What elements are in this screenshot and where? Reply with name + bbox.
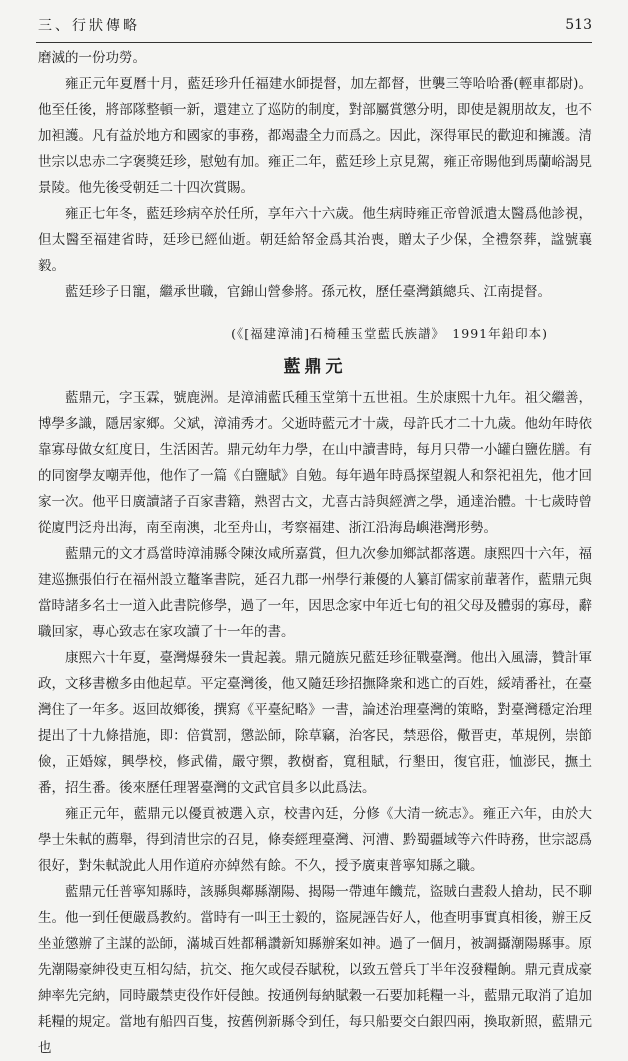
paragraph: 藍鼎元任普寧知縣時，該縣與鄰縣潮陽、揭陽一帶連年饑荒，盜賊白晝殺人搶劫，民不聊生。他一到任便嚴爲教約。當時有一叫王士毅的，盜屍誣告好人，他查明事實真相後，辦王反坐並懲辦了主謀的訟師，滿城百姓都稱讚新知縣辦案如神。過了一個月，被調攝潮陽縣事。原先潮陽豪紳役吏互相勾結，抗交、拖欠或侵吞賦稅，以致五營兵丁半年沒發糧餉。鼎元責成豪紳率先完納，同時嚴禁吏役作奸侵蝕。按通例每納賦穀一石要加耗糧一斗，藍鼎元取消了追加耗糧的規定。當地有船四百隻，按舊例新縣令到任，每只船要交白銀四兩，換取新照，藍鼎元也	[38, 884, 592, 1056]
biography-title: 藍鼎元	[283, 357, 347, 377]
header-rule	[36, 42, 592, 43]
page-header	[38, 14, 592, 36]
page-number: 513	[565, 17, 592, 33]
paragraph: 藍鼎元，字玉霖，號鹿洲。是漳浦藍氏種玉堂第十五世祖。生於康熙十九年。祖父繼善，博學多識，隱居家鄉。父斌，漳浦秀才。父逝時藍元才十歲，母許氏才二十九歲。他幼年時依靠寡母做女紅度日，生活困苦。鼎元幼年力學，在山中讀書時，每月只帶一小罐白鹽佐膳。有的同窗學友嘲弄他，他作了一篇《白鹽賦》自勉。每年過年時爲探望親人和祭祀祖先，他才回家一次。他平日廣讀諸子百家書籍，熟習古文，尤喜古詩與經濟之學，通達治體。十七歲時曾從廈門泛舟出海，南至南澳，北至舟山，考察福建、浙江沿海島嶼港灣形勢。	[38, 390, 592, 536]
paragraph: 藍鼎元的文才爲當時漳浦縣令陳汝咸所嘉賞，但九次參加鄉試都落選。康熙四十六年，福建巡撫張伯行在福州設立鼇峯書院，延召九郡一州學行兼優的人纂訂儒家前輩著作，藍鼎元與當時諸多名士一道入此書院修學，過了一年，因思念家中年近七旬的祖父母及體弱的寡母，辭職回家，專心致志在家攻讀了十一年的書。	[38, 546, 592, 640]
paragraph: 雍正七年冬，藍廷珍病卒於任所，享年六十六歲。他生病時雍正帝曾派遣太醫爲他診視，但太醫至福建省時，廷珍已經仙逝。朝廷給帑金爲其治喪，贈太子少保，全禮祭葬，諡號襄毅。	[38, 206, 592, 274]
source-citation: (《[福建漳浦]石椅種玉堂藍氏族譜》 1991年鉛印本)	[231, 326, 548, 341]
spacer	[38, 305, 592, 323]
paragraph: 康熙六十年夏，臺灣爆發朱一貴起義。鼎元隨族兄藍廷珍征戰臺灣。他出入風濤，贊計軍政，文移書檄多由他起草。平定臺灣後，他又隨廷珍招撫降衆和逃亡的百姓，綏靖番社，在臺灣住了一年多。返回故鄉後，撰寫《平臺紀略》一書，論述治理臺灣的策略，對臺灣穩定治理提出了十九條措施，即：倍賞罰，懲訟師，除草竊，治客民，禁惡俗，儆晋吏，革規例，崇節儉，正婚嫁，興學校，修武備，嚴守禦，教樹畜，寬租賦，行墾田，復官莊，恤澎民，撫土番，招生番。後來歷任理署臺灣的文武官員多以此爲法。	[38, 650, 592, 796]
paragraph: 雍正元年，藍鼎元以優貢被選入京，校書內廷，分修《大清一統志》。雍正六年，由於大學士朱軾的薦舉，得到清世宗的召見，條奏經理臺灣、河漕、黔蜀疆域等六件時務，世宗認爲很好，對朱軾說此人用作道府亦綽然有餘。不久，授予廣東普寧知縣之職。	[38, 806, 592, 874]
section-title: 三、行狀傳略	[38, 18, 140, 34]
paragraph-continuation: 磨滅的一份功勞。	[38, 50, 146, 66]
paragraph: 雍正元年夏曆十月，藍廷珍升任福建水師提督，加左都督，世襲三等哈哈番(輕車都尉)。他至任後，將部隊整頓一新，還建立了巡防的制度，對部屬賞懲分明，即使是親朋故友，也不加袒護。凡有益於地方和國家的事務，都竭盡全力而爲之。因此，深得軍民的歡迎和擁護。清世宗以忠赤二字褒獎廷珍，慰勉有加。雍正二年，藍廷珍上京見駕，雍正帝賜他到馬蘭峪謁見景陵。他先後受朝廷二十四次賞賜。	[38, 76, 592, 196]
paragraph: 藍廷珍子日寵，繼承世職，官錦山營參將。孫元枚，歷任臺灣鎮總兵、江南提督。	[65, 284, 551, 300]
